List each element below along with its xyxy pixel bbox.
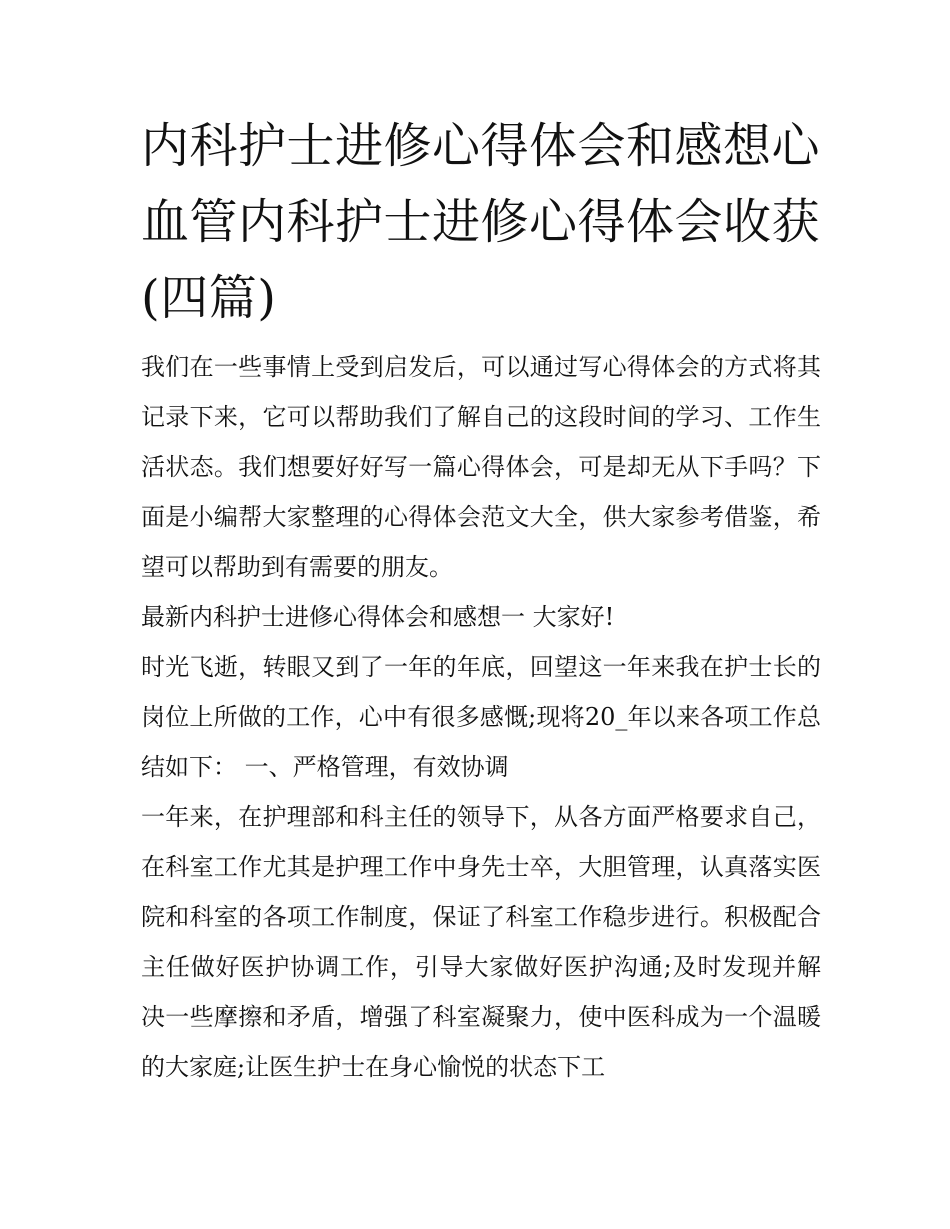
body-paragraph: 时光飞逝，转眼又到了一年的年底，回望这一年来我在护士长的岗位上所做的工作，心中有很多感慨;现将20_年以来各项工作总结如下： 一、严格管理，有效协调	[141, 653, 821, 781]
intro-paragraph: 我们在一些事情上受到启发后，可以通过写心得体会的方式将其记录下来，它可以帮助我们了解自己的这段时间的学习、工作生活状态。我们想要好好写一篇心得体会，可是却无从下手吗？下面是小编帮大家整理的心得体会范文大全，供大家参考借鉴，希望可以帮助到有需要的朋友。	[141, 353, 821, 581]
document-page	[141, 108, 821, 1092]
section-heading-paragraph: 最新内科护士进修心得体会和感想一 大家好!	[141, 603, 615, 631]
body-paragraph: 一年来，在护理部和科主任的领导下，从各方面严格要求自己，在科室工作尤其是护理工作中身先士卒，大胆管理，认真落实医院和科室的各项工作制度，保证了科室工作稳步进行。积极配合主任做好医护协调工作，引导大家做好医护沟通;及时发现并解决一些摩擦和矛盾，增强了科室凝聚力，使中医科成为一个温暖的大家庭;让医生护士在身心愉悦的状态下工	[141, 803, 821, 1081]
document-title: 内科护士进修心得体会和感想心血管内科护士进修心得体会收获(四篇)	[141, 118, 821, 326]
